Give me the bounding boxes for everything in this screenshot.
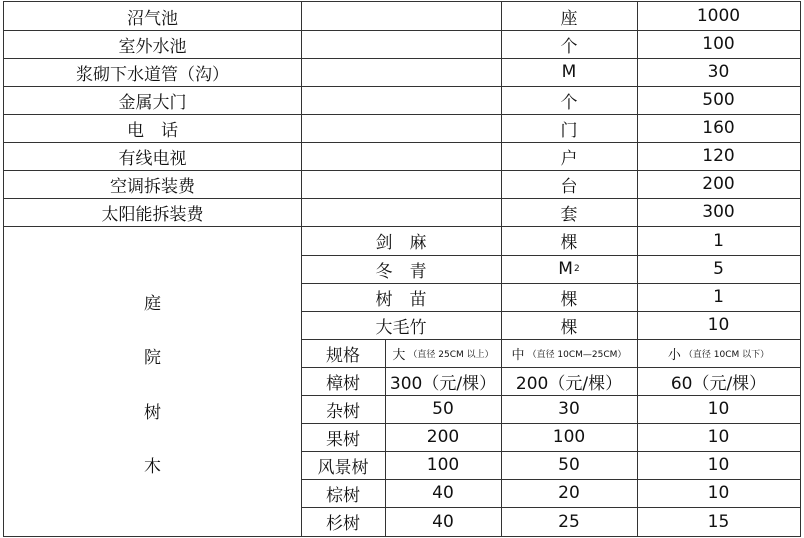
tree-price-medium: 25	[558, 511, 580, 532]
facility-unit: 台	[560, 176, 578, 197]
plant-unit	[501, 255, 637, 283]
facility-price: 1000	[696, 6, 741, 26]
tree-price-medium: 20	[558, 483, 580, 503]
row-divider	[301, 423, 801, 424]
tree-price-large: 40	[432, 483, 454, 503]
facility-unit: 个	[560, 92, 578, 113]
facility-price: 160	[702, 118, 735, 138]
facility-unit: M	[561, 62, 577, 82]
facility-name: 电 话	[127, 120, 178, 141]
tree-price-medium: 100	[552, 427, 586, 447]
facility-name: 室外水池	[118, 36, 187, 57]
tree-price-large: 200	[426, 427, 460, 447]
row-divider	[301, 255, 801, 256]
row-divider	[3, 114, 801, 115]
row-divider	[301, 339, 801, 340]
column-divider	[301, 1, 302, 537]
row-divider	[301, 451, 801, 452]
tree-name: 风景树	[317, 457, 369, 478]
tree-price-large: 50	[432, 399, 454, 419]
spec-large-note: （直径 25CM 以上）	[408, 349, 494, 360]
plant-name: 树 苗	[375, 289, 427, 310]
plant-name: 冬 青	[375, 261, 427, 282]
table-border	[3, 536, 801, 537]
facility-price: 300	[702, 202, 735, 222]
plant-price: 5	[713, 259, 724, 279]
row-divider	[3, 30, 801, 31]
tree-name: 樟树	[326, 373, 360, 394]
plant-price: 10	[707, 315, 730, 335]
facility-unit: 户	[560, 148, 578, 169]
column-divider	[501, 1, 502, 537]
facility-unit: 门	[560, 120, 578, 141]
tree-price-medium: 30	[558, 399, 580, 419]
tree-name: 杉树	[326, 514, 360, 534]
spec-small-char: 小	[667, 347, 681, 363]
tree-price-medium: 200（元/棵）	[515, 373, 623, 394]
courtyard-label-char: 院	[144, 348, 161, 369]
row-divider	[301, 507, 801, 508]
row-divider	[301, 311, 801, 312]
plant-unit-text: M	[558, 259, 573, 279]
facility-name: 金属大门	[118, 92, 187, 113]
spec-small-note: （直径 10CM 以下）	[683, 349, 770, 360]
facility-price: 100	[702, 34, 735, 54]
facility-price: 120	[702, 146, 735, 166]
row-divider	[3, 170, 801, 171]
courtyard-label-char: 木	[144, 457, 161, 478]
tree-price-large: 100	[426, 455, 460, 475]
tree-name: 棕树	[326, 485, 360, 506]
row-divider	[301, 395, 801, 396]
row-divider	[3, 198, 801, 199]
tree-name: 杂树	[326, 401, 360, 422]
facility-unit: 座	[560, 8, 578, 29]
plant-unit-superscript: 2	[573, 264, 580, 274]
tree-price-small: 10	[707, 455, 730, 475]
tree-price-small: 15	[707, 511, 730, 532]
plant-unit: 棵	[560, 317, 578, 338]
plant-unit: 棵	[560, 289, 578, 310]
plant-price: 1	[713, 287, 724, 307]
spec-large-char: 大	[392, 347, 406, 363]
tree-price-large: 300（元/棵）	[389, 373, 497, 394]
tree-price-medium: 50	[558, 455, 580, 475]
facility-price: 200	[702, 174, 735, 194]
plant-price: 1	[713, 230, 724, 251]
row-divider	[301, 283, 801, 284]
tree-price-large: 40	[432, 511, 454, 532]
plant-name: 大毛竹	[375, 317, 427, 338]
facility-unit: 个	[560, 36, 578, 57]
row-divider	[3, 58, 801, 59]
plant-unit: 棵	[560, 233, 578, 253]
spec-header-small	[637, 339, 800, 367]
tree-price-small: 10	[707, 483, 730, 503]
spec-medium-note: （直径 10CM—25CM）	[527, 349, 627, 360]
courtyard-label-char: 庭	[144, 293, 161, 314]
spec-header-large	[385, 339, 501, 367]
facility-name: 浆砌下水道管（沟）	[76, 64, 229, 85]
spec-medium-char: 中	[511, 347, 525, 363]
table-border	[3, 1, 801, 2]
spec-header-label: 规格	[326, 345, 360, 366]
table-border	[3, 1, 4, 537]
courtyard-label	[4, 226, 301, 536]
column-divider	[637, 1, 638, 537]
facility-name: 空调拆装费	[110, 176, 195, 197]
courtyard-label-char: 树	[144, 402, 161, 423]
row-divider	[3, 142, 801, 143]
facility-name: 有线电视	[118, 148, 187, 169]
tree-price-small: 60（元/棵）	[670, 373, 767, 394]
row-divider	[3, 226, 801, 227]
facility-price: 500	[702, 90, 735, 110]
row-divider	[3, 86, 801, 87]
tree-name: 果树	[326, 429, 360, 450]
table-border	[800, 1, 801, 537]
facility-name: 太阳能拆装费	[101, 204, 204, 225]
spec-header-medium	[501, 339, 637, 367]
tree-price-small: 10	[707, 427, 730, 447]
facility-name: 沼气池	[127, 8, 178, 29]
tree-price-small: 10	[707, 399, 730, 419]
facility-unit: 套	[560, 204, 578, 225]
facility-price: 30	[707, 62, 730, 82]
plant-name: 剑 麻	[375, 233, 427, 253]
row-divider	[301, 479, 801, 480]
row-divider	[301, 367, 801, 368]
